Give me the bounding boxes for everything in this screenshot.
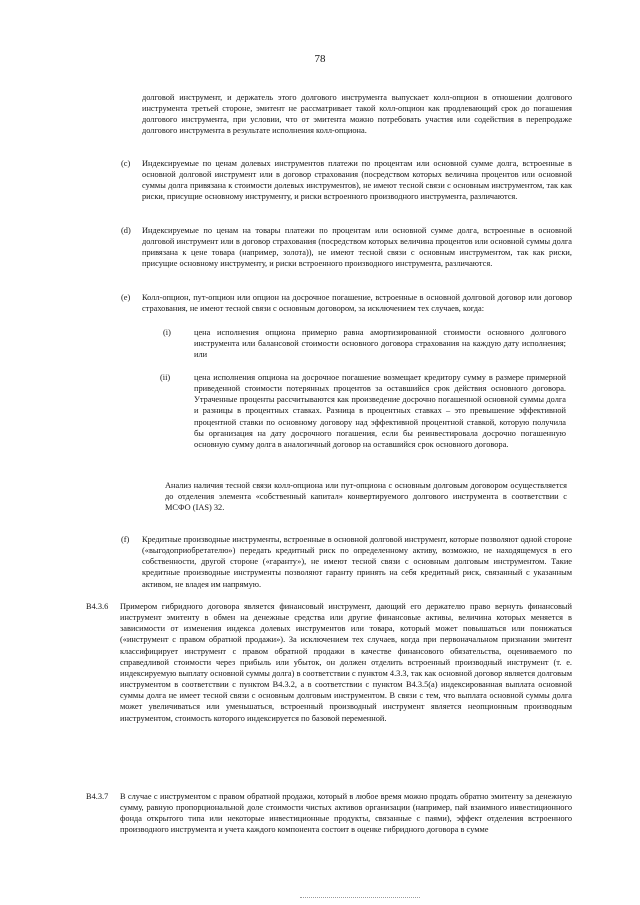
item-e-label: (e): [121, 293, 131, 302]
subitem-i-label: (i): [163, 328, 171, 337]
item-c-label: (c): [121, 159, 131, 168]
scan-artifact-line: [300, 897, 420, 898]
item-f-text: Кредитные производные инструменты, встроенные в основной долговой инструмент, которые позволяют одной стороне («выгодоприобретателю») передать кредитный риск по определенному активу, возможно, не находящемуся в его собственности, другой стороне («гаранту»), не имеют тесной связи с основным долговым инструментом. Такие кредитные производные инструменты позволяют гаранту принять на себя кредитный риск, связанный с указанным активом, не владея им напрямую.: [142, 535, 572, 589]
item-e-text: Колл-опцион, пут-опцион или опцион на досрочное погашение, встроенные в основной долговой договор или договор страхования, не имеют тесной связи с основным договором, за исключением тех случаев, когда:: [142, 293, 572, 314]
item-c-text: Индексируемые по ценам долевых инструментов платежи по процентам или основной сумме долга, встроенные в основной долговой инструмент или в договор страхования (посредством которых величина процентов или основной суммы долга привязана к стоимости долевых инструментов), не имеют тесной связи с основным инструментом, так как риски, присущие основному инструменту, и риски встроенного производного инструмента, различаются.: [142, 159, 572, 202]
subitem-ii-text: цена исполнения опциона на досрочное погашение возмещает кредитору сумму в размере примерной приведенной стоимости потерянных процентов за оставшийся срок действия основного договора. Утраченные проценты рассчитываются как произведение досрочно погашенной основной суммы долга и разницы в процентных ставках. Разница в процентных ставках – это превышение эффективной процентной ставки по основному договору над эффективной процентной ставкой, которую получила бы организация на дату досрочного погашения, если бы реинвестировала досрочно погашенную основную сумму долга в аналогичный договор на оставшийся срок основного договора.: [194, 373, 566, 449]
paragraph-b437-label: B4.3.7: [86, 792, 109, 801]
item-d-label: (d): [121, 226, 131, 235]
continuation-paragraph: долговой инструмент, и держатель этого долгового инструмента выпускает колл-опцион в отношении долгового инструмента третьей стороне, эмитент не рассматривает такой колл-опцион как продлевающий срок до погашения долгового инструмента, при условии, что от эмитента можно потребовать участия или содействия в перепродаже долгового инструмента в результате исполнения колл-опциона.: [142, 93, 572, 136]
subitem-i-text: цена исполнения опциона примерно равна амортизированной стоимости основного долгового инструмента или балансовой стоимости основного договора страхования на каждую дату исполнения; или: [194, 328, 566, 360]
paragraph-b437-text: В случае с инструментом с правом обратной продажи, который в любое время можно продать обратно эмитенту за денежную сумму, равную пропорциональной доле стоимости чистых активов организации (например, пай взаимного инвестиционного фонда открытого типа или некоторые инвестиционные продукты, связанные с паями), эффект отделения встроенного производного инструмента и учета каждого компонента состоит в оценке гибридного договора в сумме: [120, 792, 572, 835]
item-d-text: Индексируемые по ценам на товары платежи по процентам или основной сумме долга, встроенные в основной долговой инструмент или в договор страхования (посредством которых величина процентов или основной суммы долга привязана к цене товара (например, золота)), не имеют тесной связи с основным инструментом, так как риски, присущие основному инструменту, и риски встроенного производного инструмента, различаются.: [142, 226, 572, 269]
subitem-ii-label: (ii): [160, 373, 171, 382]
paragraph-b436-label: B4.3.6: [86, 602, 109, 611]
item-f-label: (f): [121, 535, 130, 544]
page-number: 78: [314, 53, 326, 65]
item-e-note: Анализ наличия тесной связи колл-опциона или пут-опциона с основным долговым договором осуществляется до отделения элемента «собственный капитал» конвертируемого долгового инструмента в соответствии с МСФО (IAS) 32.: [165, 481, 567, 513]
paragraph-b436-text: Примером гибридного договора является финансовый инструмент, дающий его держателю право вернуть финансовый инструмент эмитенту в обмен на денежные средства или другие финансовые активы, величина которых меняется в зависимости от изменения индекса долевых инструментов или товара, который может повышаться или понижаться («инструмент с правом обратной продажи»). За исключением тех случаев, когда при первоначальном признании эмитент классифицирует инструмент с правом обратной продажи в качестве финансового обязательства, оцениваемого по справедливой стоимости через прибыль или убыток, он должен отделить встроенный производный инструмент (т. е. индексируемую выплату основной суммы долга) в соответствии с пунктом 4.3.3, так как основной договор является долговым инструментом в соответствии с пунктом B4.3.2, а в соответствии с пунктом B4.3.5(a) индексированная выплата основной суммы долга не имеет тесной связи с основным долговым инструментом. В связи с тем, что выплата основной суммы долга может увеличиваться или уменьшаться, встроенный производный инструмент является неопционным производным инструментом, стоимость которого индексируется по базовой переменной.: [120, 602, 572, 723]
